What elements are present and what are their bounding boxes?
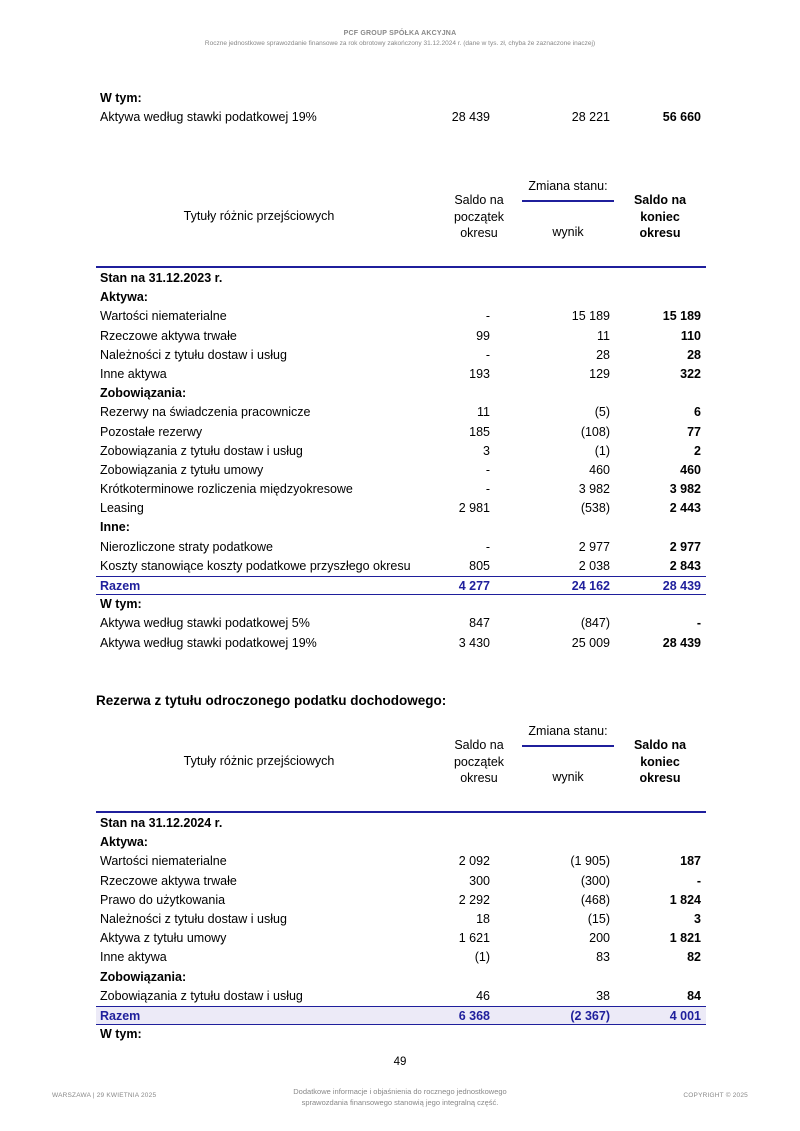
row-label: Razem [100,1008,141,1023]
row-label: Aktywa: [100,835,148,850]
section-title: Rezerwa z tytułu odroczonego podatku dochodowego: [96,693,447,708]
row-label: Zobowiązania z tytułu dostaw i usług [100,443,303,458]
table-body [96,813,706,1044]
result-change-cell: (108) [580,424,610,439]
table-row [96,557,706,576]
table-row [96,480,706,499]
opening-balance-cell: 805 [469,558,490,573]
row-label: Krótkoterminowe rozliczenia międzyokresowe [100,482,353,497]
row-label: Koszty stanowiące koszty podatkowe przyszłego okresu [100,558,411,573]
result-change-cell: 38 [596,988,610,1003]
header-divider [522,200,614,202]
row-label: Stan na 31.12.2024 r. [100,816,223,830]
row-label: Należności z tytułu dostaw i usług [100,347,287,362]
row-label: Zobowiązania z tytułu umowy [100,462,264,477]
company-name: PCF GROUP SPÓŁKA AKCYJNA [343,30,457,37]
opening-balance-cell: 18 [476,911,490,926]
table-row [96,968,706,987]
table-row [96,872,706,891]
header-title: Tytuły różnic przejściowych [183,754,335,768]
table-row [96,108,706,127]
result-change-cell: 460 [589,462,610,477]
closing-balance-cell: - [696,616,701,631]
result-change-cell: 129 [589,366,610,381]
header-opening-balance: Saldo na początek okresu [453,193,505,240]
opening-balance-cell: 28 439 [451,110,490,125]
total-row [96,576,706,595]
table-row [96,814,706,833]
opening-balance-cell: - [485,482,490,497]
table-row [96,269,706,288]
table-row [96,89,706,108]
result-change-cell: (847) [580,616,610,631]
result-change-cell: 24 162 [571,579,610,593]
closing-balance-cell: 2 [694,443,701,458]
opening-balance-cell: 1 621 [458,931,490,946]
table-row [96,442,706,461]
table-row [96,307,706,326]
closing-balance-cell: 28 439 [662,635,701,650]
closing-balance-cell: 187 [680,854,701,869]
opening-balance-cell: 185 [469,424,490,439]
closing-balance-cell: 322 [680,366,701,381]
row-label: W tym: [100,597,142,612]
table-row [96,987,706,1006]
row-label: Prawo do użytkowania [100,892,226,907]
table-row [96,910,706,929]
table-row [96,833,706,852]
row-label: Nierozliczone straty podatkowe [100,539,273,554]
closing-balance-cell: 460 [680,462,701,477]
result-change-cell: (2 367) [570,1008,610,1023]
header-result: wynik [552,770,584,784]
result-change-cell: (5) [594,405,610,420]
table-row [96,384,706,403]
result-change-cell: (15) [587,911,610,926]
closing-balance-cell: 28 [687,347,701,362]
row-label: W tym: [100,1027,142,1042]
table-row [96,948,706,967]
row-label: Zobowiązania: [100,386,187,401]
closing-balance-cell: 82 [687,950,701,965]
row-label: W tym: [100,91,142,105]
table-header [96,713,706,813]
table-row [96,403,706,422]
row-label: Rzeczowe aktywa trwałe [100,873,237,888]
deferred-tax-assets-table [96,168,706,653]
opening-balance-cell: - [485,347,490,362]
table-row [96,518,706,537]
row-label: Aktywa według stawki podatkowej 5% [100,616,310,631]
table-row [96,327,706,346]
opening-balance-cell: 300 [469,873,490,888]
closing-balance-cell: 1 821 [669,931,701,946]
total-row [96,1006,706,1025]
row-label: Aktywa z tytułu umowy [100,931,227,946]
opening-balance-cell: 2 981 [458,501,490,516]
row-label: Wartości niematerialne [100,854,227,869]
row-label: Rzeczowe aktywa trwałe [100,328,237,343]
opening-balance-cell: 3 430 [458,635,490,650]
closing-balance-cell: 77 [687,424,701,439]
closing-balance-cell: 56 660 [662,110,701,125]
result-change-cell: 3 982 [578,482,610,497]
result-change-cell: (300) [580,873,610,888]
row-label: Należności z tytułu dostaw i usług [100,911,287,926]
result-change-cell: 11 [597,328,610,343]
row-label: Inne: [100,520,130,535]
header-divider [522,745,614,747]
table-row [96,461,706,480]
opening-balance-cell: 847 [469,616,490,631]
table-row [96,365,706,384]
table-row [96,288,706,307]
footer-copyright: COPYRIGHT © 2025 [683,1092,748,1099]
closing-balance-cell: 84 [687,988,701,1003]
result-change-cell: 83 [596,950,610,965]
closing-balance-cell: 2 443 [669,501,701,516]
opening-balance-cell: 6 368 [458,1008,490,1023]
table-row [96,634,706,653]
table-row [96,1025,706,1044]
closing-balance-cell: 3 [694,911,701,926]
opening-balance-cell: - [485,309,490,324]
table-row [96,423,706,442]
page-number: 49 [393,1056,407,1068]
opening-balance-cell: 193 [469,366,490,381]
result-change-cell: (1 905) [570,854,610,869]
opening-balance-cell: 46 [476,988,490,1003]
closing-balance-cell: 28 439 [662,579,701,593]
result-change-cell: 200 [589,931,610,946]
footer-location-date: WARSZAWA | 29 KWIETNIA 2025 [52,1092,157,1099]
result-change-cell: 2 977 [578,539,610,554]
opening-balance-cell: 2 092 [458,854,490,869]
table-row [96,538,706,557]
table-row [96,891,706,910]
result-change-cell: (468) [580,892,610,907]
closing-balance-cell: 4 001 [669,1008,701,1023]
header-closing-balance: Saldo na koniec okresu [633,193,687,240]
row-label: Wartości niematerialne [100,309,227,324]
closing-balance-cell: 110 [680,328,701,343]
row-label: Pozostałe rezerwy [100,424,203,439]
opening-balance-cell: 2 292 [458,892,490,907]
table-row [96,614,706,633]
header-result: wynik [552,225,584,239]
header-opening-balance: Saldo na początek okresu [453,738,505,785]
table-row [96,499,706,518]
opening-balance-cell: - [485,539,490,554]
header-closing-balance: Saldo na koniec okresu [633,738,687,785]
opening-balance-cell: 99 [476,328,490,343]
row-label: Aktywa według stawki podatkowej 19% [100,110,317,125]
page-header [0,30,800,47]
header-title: Tytuły różnic przejściowych [183,209,335,223]
result-change-cell: 28 [596,347,610,362]
table-body [96,268,706,653]
closing-balance-cell: 2 843 [669,558,701,573]
row-label: Zobowiązania z tytułu dostaw i usług [100,988,303,1003]
result-change-cell: (538) [580,501,610,516]
table-row [96,852,706,871]
table-header [96,168,706,268]
report-subtitle: Roczne jednostkowe sprawozdanie finansowe za rok obrotowy zakończony 31.12.2024 r. (dane w tys. zł, chyba że zaznaczone inaczej) [204,40,596,47]
result-change-cell: 28 221 [571,110,610,125]
opening-balance-cell: 4 277 [458,579,490,593]
result-change-cell: 2 038 [578,558,610,573]
row-label: Razem [100,579,141,593]
table-row [96,929,706,948]
closing-balance-cell: 2 977 [669,539,701,554]
header-change: Zmiana stanu: [528,179,608,193]
row-label: Leasing [100,501,144,516]
row-label: Stan na 31.12.2023 r. [100,271,223,285]
opening-balance-cell: (1) [474,950,490,965]
header-change: Zmiana stanu: [528,724,608,738]
row-label: Zobowiązania: [100,969,187,984]
row-label: Inne aktywa [100,366,167,381]
table-row [96,346,706,365]
closing-balance-cell: - [696,873,701,888]
deferred-tax-provision-table [96,713,706,1044]
result-change-cell: 25 009 [571,635,610,650]
result-change-cell: (1) [594,443,610,458]
closing-balance-cell: 3 982 [669,482,701,497]
closing-balance-cell: 1 824 [669,892,701,907]
footer-note: Dodatkowe informacje i objaśnienia do rocznego jednostkowego sprawozdania finansowego stanowią jego integralną część. [293,1087,507,1107]
row-label: Aktywa według stawki podatkowej 19% [100,635,317,650]
closing-balance-cell: 15 189 [662,309,701,324]
row-label: Rezerwy na świadczenia pracownicze [100,405,311,420]
closing-balance-cell: 6 [694,405,701,420]
row-label: Aktywa: [100,290,148,305]
opening-balance-cell: 11 [477,405,490,420]
opening-balance-cell: 3 [483,443,490,458]
top-rows [96,89,706,127]
opening-balance-cell: - [485,462,490,477]
table-row [96,595,706,614]
result-change-cell: 15 189 [571,309,610,324]
row-label: Inne aktywa [100,950,167,965]
